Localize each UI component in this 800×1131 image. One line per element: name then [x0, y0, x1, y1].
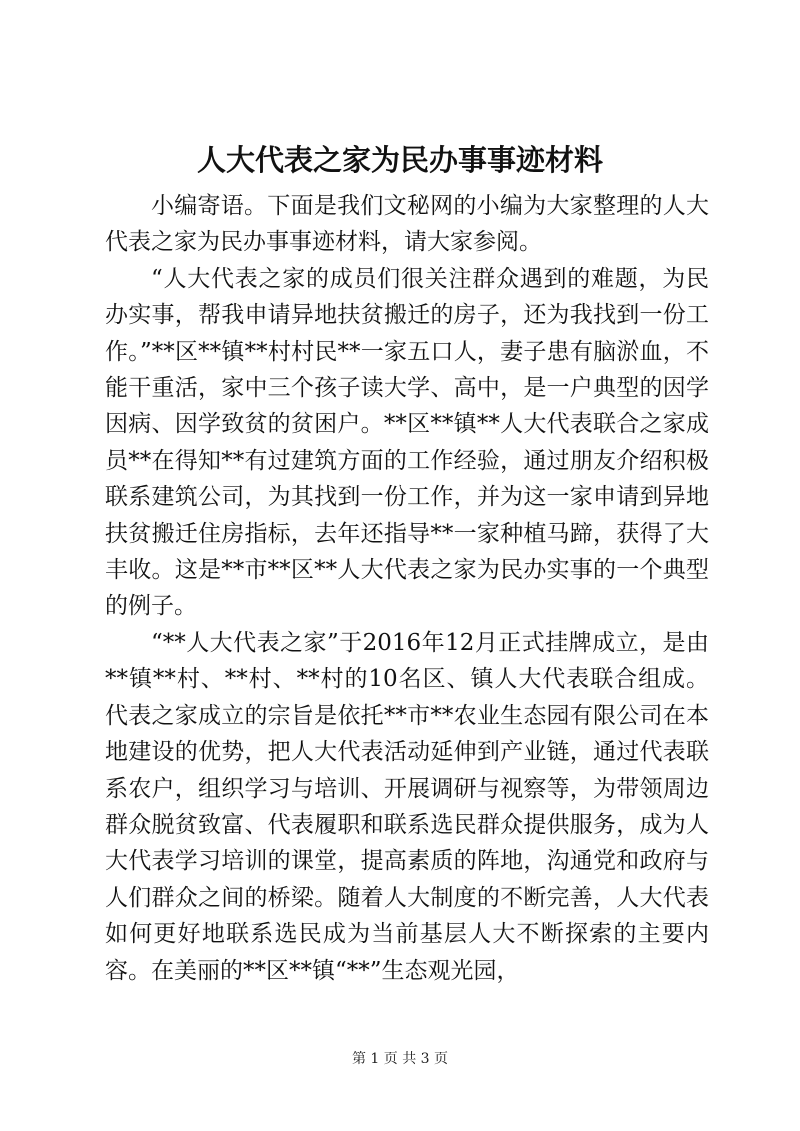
document-body	[105, 188, 709, 989]
paragraph-quote-story: “人大代表之家的成员们很关注群众遇到的难题，为民办实事，帮我申请异地扶贫搬迁的房子，还为我找到一份工作。”**区**镇**村村民**一家五口人，妻子患有脑淤血，不能干重活，家中三个孩子读大学、高中，是一户典型的因学因病、因学致贫的贫困户。**区**镇**人大代表联合之家成员**在得知**有过建筑方面的工作经验，通过朋友介绍积极联系建筑公司，为其找到一份工作，并为这一家申请到异地扶贫搬迁住房指标，去年还指导**一家种植马蹄，获得了大丰收。这是**市**区**人大代表之家为民办实事的一个典型的例子。	[105, 265, 709, 620]
paragraph-intro: 小编寄语。下面是我们文秘网的小编为大家整理的人大代表之家为民办事事迹材料，请大家参阅。	[105, 193, 709, 256]
page-footer: 第 1 页 共 3 页	[351, 1051, 449, 1067]
paragraph-home-founding: “**人大代表之家”于2016年12月正式挂牌成立，是由**镇**村、**村、**村的10名区、镇人大代表联合组成。代表之家成立的宗旨是依托**市**农业生态园有限公司在本地建设的优势，把人大代表活动延伸到产业链，通过代表联系农户，组织学习与培训、开展调研与视察等，为带领周边群众脱贫致富、代表履职和联系选民群众提供服务，成为人大代表学习培训的课堂，提高素质的阵地，沟通党和政府与人们群众之间的桥梁。随着人大制度的不断完善，人大代表如何更好地联系选民成为当前基层人大不断探索的主要内容。在美丽的**区**镇“**”生态观光园，	[105, 629, 709, 984]
document-title: 人大代表之家为民办事事迹材料	[196, 143, 603, 177]
